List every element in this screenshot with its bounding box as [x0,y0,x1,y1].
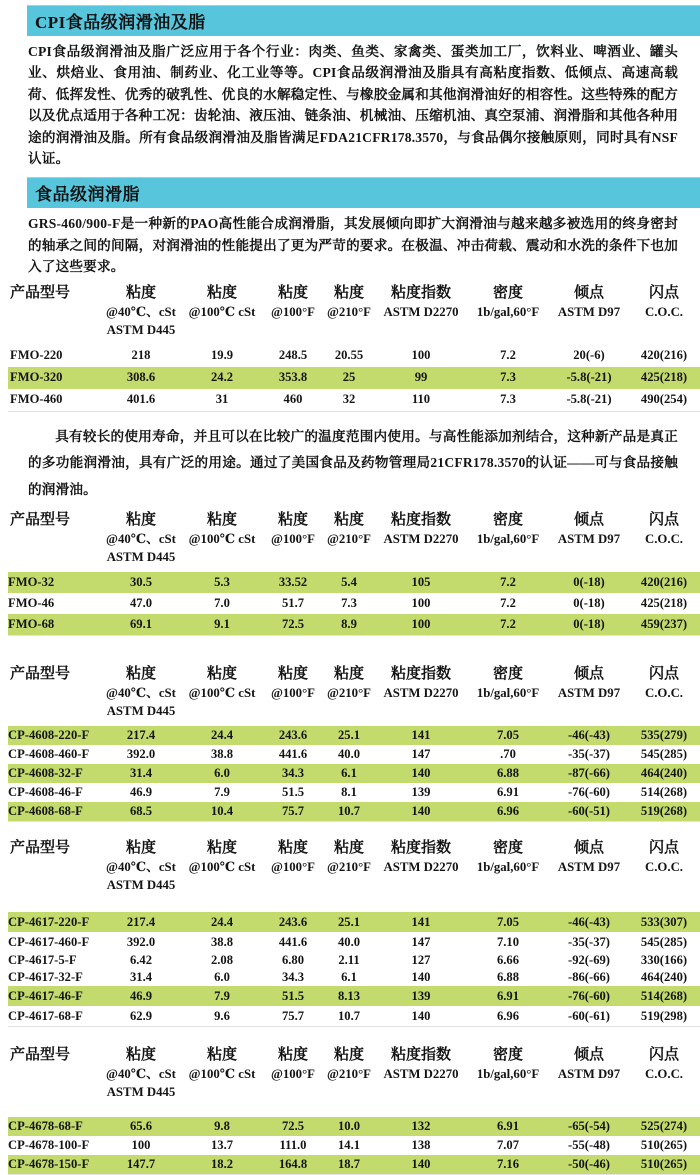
table-row-CP-4617-460-F [8,932,700,952]
cell-visc-100f: 441.6 [278,747,308,762]
cell-visc-100c: 24.4 [180,912,264,932]
cell-visc-100f: 72.5 [264,614,322,636]
product-model: CP-4608-460-F [8,747,90,762]
table-row-FMO-320 [8,367,700,389]
cell-density: 7.2 [466,614,550,636]
cell-pour-point: -76(-60) [568,785,610,800]
cell-visc-index: 105 [376,572,466,593]
product-model: CP-4678-68-F [8,1117,102,1136]
cell-visc-210f: 8.13 [322,986,376,1006]
column-header-product: 产品型号 [10,284,71,301]
table-header-row [8,836,700,912]
product-model: CP-4608-220-F [8,726,102,745]
column-header-density: 密度 1b/gal,60°F [476,840,540,875]
column-header-visc-210f: 粘度 @210°F [326,512,372,547]
cell-visc-100f: 441.6 [278,934,308,949]
cell-flash-point: 464(240) [628,764,700,783]
cell-visc-100c: 31 [215,392,229,407]
cell-flash-point: 510(265) [628,1155,700,1175]
cell-visc-100c: 24.2 [180,367,264,389]
cell-flash-point: 519(298) [640,1008,688,1023]
table-row-CP-4608-32-F [8,764,700,783]
column-header-density: 密度 1b/gal,60°F [476,284,540,319]
cell-visc-40c: 62.9 [129,1008,153,1023]
cell-pour-point: -35(-37) [568,934,610,949]
cell-density: 6.66 [496,953,520,968]
cell-density: 7.2 [466,572,550,593]
table-row-CP-4617-46-F [8,986,700,1006]
cell-visc-100c: 38.8 [210,934,234,949]
cell-visc-100c: 6.0 [214,970,230,985]
cell-visc-index: 147 [411,747,431,762]
product-model: CP-4617-460-F [8,934,90,949]
column-header-density: 密度 1b/gal,60°F [476,512,540,547]
column-header-visc-100c: 粘度 @100℃ cSt [188,840,256,875]
cell-visc-100c: 2.08 [210,953,234,968]
cell-density: 7.3 [466,367,550,389]
cell-visc-210f: 10.7 [322,802,376,822]
cell-visc-index: 99 [376,367,466,389]
column-header-visc-100f: 粘度 @100°F [270,840,316,875]
cell-flash-point: 420(216) [628,572,700,593]
cell-visc-210f: 5.4 [322,572,376,593]
product-model: CP-4678-150-F [8,1155,102,1175]
table-header-row [8,508,700,572]
cell-visc-100c: 9.8 [180,1117,264,1136]
cell-visc-100c: 7.9 [180,986,264,1006]
column-header-pour-point: 倾点 ASTM D97 [557,1047,621,1082]
column-header-flash-point: 闪点 C.O.C. [644,1047,684,1082]
cell-visc-index: 140 [376,1155,466,1175]
column-header-visc-40c: 粘度 @40℃、cSt ASTM D445 [106,666,176,719]
cell-visc-40c: 100 [131,1138,151,1153]
spec-table-fmo-heavy [8,281,700,412]
cell-flash-point: 514(268) [628,986,700,1006]
cell-visc-100f: 248.5 [278,348,308,363]
cell-pour-point: -35(-37) [568,747,610,762]
cell-visc-100c: 19.9 [210,348,234,363]
cell-flash-point: 510(265) [640,1138,688,1153]
cell-visc-40c: 217.4 [102,726,180,745]
cell-visc-210f: 10.0 [322,1117,376,1136]
column-header-visc-210f: 粘度 @210°F [326,284,372,319]
column-header-product: 产品型号 [10,840,71,857]
cell-visc-40c: 31.4 [129,970,153,985]
cell-flash-point: 330(166) [640,953,688,968]
column-header-visc-100f: 粘度 @100°F [270,284,316,319]
column-header-visc-100c: 粘度 @100℃ cSt [188,1047,256,1082]
product-model: CP-4617-68-F [8,1008,83,1023]
cell-visc-210f: 25.1 [322,912,376,932]
column-header-density: 密度 1b/gal,60°F [476,1047,540,1082]
cell-visc-100f: 164.8 [264,1155,322,1175]
cell-visc-index: 139 [376,986,466,1006]
cell-visc-40c: 46.9 [129,785,153,800]
column-header-visc-index: 粘度指数 ASTM D2270 [383,512,459,547]
cell-flash-point: 514(268) [640,785,688,800]
cell-visc-index: 132 [376,1117,466,1136]
cell-density: 7.05 [466,912,550,932]
cell-visc-100f: 34.3 [281,970,305,985]
table-header-row [8,662,700,726]
column-header-visc-100c: 粘度 @100℃ cSt [188,512,256,547]
cell-pour-point: -60(-51) [550,802,628,822]
cell-density: 7.10 [496,934,520,949]
cell-visc-index: 100 [376,614,466,636]
cell-visc-40c: 46.9 [102,986,180,1006]
product-model: CP-4608-68-F [8,802,102,822]
cell-visc-index: 100 [411,596,431,611]
cell-visc-40c: 217.4 [102,912,180,932]
cell-visc-index: 140 [376,764,466,783]
cell-visc-210f: 14.1 [337,1138,361,1153]
cell-visc-100f: 34.3 [264,764,322,783]
cell-visc-index: 140 [411,1008,431,1023]
cell-density: 7.2 [500,596,516,611]
cell-visc-100c: 6.0 [180,764,264,783]
cell-density: 7.07 [496,1138,520,1153]
cell-flash-point: 525(274) [628,1117,700,1136]
cell-flash-point: 464(240) [640,970,688,985]
spec-table-fmo-light [8,508,700,636]
product-model: FMO-460 [10,392,63,407]
cell-visc-210f: 25.1 [322,726,376,745]
column-header-visc-100f: 粘度 @100°F [270,1047,316,1082]
cell-visc-100c: 7.0 [214,596,230,611]
column-header-visc-210f: 粘度 @210°F [326,666,372,701]
cell-visc-40c: 30.5 [102,572,180,593]
cell-pour-point: -92(-69) [568,953,610,968]
column-header-pour-point: 倾点 ASTM D97 [557,840,621,875]
cell-flash-point: 425(218) [628,367,700,389]
column-header-pour-point: 倾点 ASTM D97 [557,512,621,547]
cell-pour-point: -86(-66) [568,970,610,985]
table-row-CP-4617-68-F [8,1006,700,1027]
cell-visc-100c: 7.9 [214,785,230,800]
cell-pour-point: 20(-6) [573,348,605,363]
cell-pour-point: -50(-46) [550,1155,628,1175]
cell-visc-100c: 5.3 [180,572,264,593]
product-model: CP-4678-100-F [8,1138,90,1153]
column-header-product: 产品型号 [10,512,71,529]
cell-visc-40c: 31.4 [102,764,180,783]
product-model: CP-4617-46-F [8,986,102,1006]
cell-density: 6.96 [496,1008,520,1023]
column-header-product: 产品型号 [10,1047,71,1064]
spec-table-cp-4617 [8,836,700,1027]
table-row-CP-4608-46-F [8,783,700,802]
cell-pour-point: -46(-43) [550,912,628,932]
cell-visc-index: 141 [376,726,466,745]
spec-table-cp-4678 [8,1043,700,1175]
cell-density: 6.88 [466,764,550,783]
cell-visc-40c: 308.6 [102,367,180,389]
column-header-visc-index: 粘度指数 ASTM D2270 [383,840,459,875]
product-model: FMO-320 [8,367,102,389]
cell-pour-point: 0(-18) [550,614,628,636]
cell-density: 6.88 [496,970,520,985]
spec-table-cp-4608-grid [8,662,700,822]
column-header-visc-100f: 粘度 @100°F [270,666,316,701]
cell-flash-point: 459(237) [628,614,700,636]
cell-visc-40c: 401.6 [126,392,156,407]
cell-visc-100f: 353.8 [264,367,322,389]
table-row-CP-4678-150-F [8,1155,700,1175]
column-header-visc-40c: 粘度 @40℃、cSt ASTM D445 [106,284,176,337]
column-header-visc-210f: 粘度 @210°F [326,840,372,875]
cell-density: 6.96 [466,802,550,822]
column-header-pour-point: 倾点 ASTM D97 [557,666,621,701]
cell-density: 7.16 [466,1155,550,1175]
cell-visc-index: 139 [411,785,431,800]
oils-intro-paragraph: CPI食品级润滑油及脂广泛应用于各个行业：肉类、鱼类、家禽类、蛋类加工厂，饮料业、啤酒业、罐头业、烘焙业、食用油、制药业、化工业等等。CPI食品级润滑油及脂具有高粘度指数、低倾点、高速高载荷、低挥发性、优秀的破乳性、优良的水解稳定性、与橡胶金属和其他润滑油好的相容性。这些特殊的配方以及优点适用于各种工况：齿轮油、液压油、链条油、机械油、压缩机油、真空泵浦、润滑脂和其他各种用途的润滑油及脂。所有食品级润滑油及脂皆满足FDA21CFR178.3570，与食品偶尔接触原则，同时具有NSF认证。 [28,44,678,167]
cell-visc-index: 110 [411,392,431,407]
cell-visc-100f: 111.0 [279,1138,307,1153]
grease-intro-paragraph: GRS-460/900-F是一种新的PAO高性能合成润滑脂，其发展倾向即扩大润滑油与越来越多被选用的终身密封的轴承之间的间隔，对润滑油的性能提出了更为严苛的要求。在极温、冲击荷载、震动和水洗的条件下也加入了这些要求。 [28,216,678,275]
cell-visc-100f: 51.7 [281,596,305,611]
cell-visc-100c: 9.6 [214,1008,230,1023]
cell-flash-point: 533(307) [628,912,700,932]
cell-visc-210f: 7.3 [341,596,357,611]
cell-visc-210f: 6.1 [341,970,357,985]
table-row-CP-4608-460-F [8,745,700,764]
cell-pour-point: -65(-54) [550,1117,628,1136]
column-header-flash-point: 闪点 C.O.C. [644,512,684,547]
cell-visc-210f: 8.1 [341,785,357,800]
column-header-visc-210f: 粘度 @210°F [326,1047,372,1082]
cell-visc-40c: 392.0 [126,747,156,762]
cell-visc-210f: 18.7 [322,1155,376,1175]
cell-visc-210f: 20.55 [334,348,364,363]
cell-visc-100f: 33.52 [264,572,322,593]
table-row-FMO-460 [8,389,700,412]
cell-visc-40c: 147.7 [102,1155,180,1175]
cell-visc-index: 100 [411,348,431,363]
table-row-CP-4608-68-F [8,802,700,822]
cell-density: 7.2 [500,348,516,363]
cell-pour-point: 0(-18) [550,572,628,593]
cell-visc-100c: 13.7 [210,1138,234,1153]
cell-density: 7.05 [466,726,550,745]
table-row-CP-4678-100-F [8,1136,700,1155]
cell-flash-point: 545(285) [640,747,688,762]
cell-visc-100f: 51.5 [281,785,305,800]
cell-visc-index: 140 [411,970,431,985]
table-header-row [8,281,700,345]
cell-visc-100c: 10.4 [180,802,264,822]
cell-visc-210f: 6.1 [322,764,376,783]
product-model: CP-4617-5-F [8,953,77,968]
spec-table-cp-4678-grid [8,1043,700,1175]
column-header-visc-40c: 粘度 @40℃、cSt ASTM D445 [106,1047,176,1100]
column-header-flash-point: 闪点 C.O.C. [644,284,684,319]
table-header-row [8,1043,700,1117]
cell-pour-point: -76(-60) [550,986,628,1006]
spec-table-fmo-heavy-grid [8,281,700,412]
cell-visc-40c: 65.6 [102,1117,180,1136]
cell-flash-point: 420(216) [640,348,688,363]
spec-table-cp-4608 [8,662,700,822]
cell-visc-210f: 40.0 [337,747,361,762]
cell-visc-40c: 6.42 [129,953,153,968]
product-model: FMO-46 [8,596,55,611]
cell-flash-point: 425(218) [640,596,688,611]
cell-visc-40c: 68.5 [102,802,180,822]
cell-pour-point: -46(-43) [550,726,628,745]
cell-density: 6.91 [466,986,550,1006]
spec-table-cp-4617-grid [8,836,700,1027]
table-row-CP-4608-220-F [8,726,700,745]
cell-density: 7.3 [500,392,516,407]
column-header-visc-index: 粘度指数 ASTM D2270 [383,666,459,701]
column-header-visc-100c: 粘度 @100℃ cSt [188,284,256,319]
cell-visc-index: 141 [376,912,466,932]
fmo-note-paragraph: 具有较长的使用寿命，并且可以在比较广的温度范围内使用。与高性能添加剂结合，这种新产品是真正的多功能润滑油，具有广泛的用途。通过了美国食品及药物管理局21CFR178.3570的认证——可与食品接触的润滑油。 [28,428,678,497]
cell-visc-100f: 243.6 [264,726,322,745]
cell-visc-210f: 32 [342,392,356,407]
cell-pour-point: -55(-48) [568,1138,610,1153]
column-header-pour-point: 倾点 ASTM D97 [557,284,621,319]
cell-visc-210f: 10.7 [337,1008,361,1023]
document-page [0,5,700,1175]
product-model: CP-4608-32-F [8,764,102,783]
column-header-visc-100c: 粘度 @100℃ cSt [188,666,256,701]
cell-visc-100c: 9.1 [180,614,264,636]
product-model: CP-4617-32-F [8,970,83,985]
cell-visc-40c: 47.0 [129,596,153,611]
cell-pour-point: -5.8(-21) [566,392,612,407]
cell-visc-100c: 24.4 [180,726,264,745]
product-model: FMO-32 [8,572,102,593]
cell-pour-point: -87(-66) [550,764,628,783]
cell-visc-100f: 72.5 [264,1117,322,1136]
table-row-CP-4617-220-F [8,912,700,932]
cell-visc-100f: 75.7 [281,1008,305,1023]
cell-density: 6.91 [496,785,520,800]
column-header-visc-100f: 粘度 @100°F [270,512,316,547]
product-model: FMO-220 [10,348,63,363]
column-header-product: 产品型号 [10,666,71,683]
table-row-FMO-32 [8,572,700,593]
column-header-flash-point: 闪点 C.O.C. [644,666,684,701]
cell-visc-210f: 25 [322,367,376,389]
cell-visc-100f: 75.7 [264,802,322,822]
column-header-visc-40c: 粘度 @40℃、cSt ASTM D445 [106,840,176,893]
cell-visc-index: 140 [376,802,466,822]
cell-visc-100f: 243.6 [264,912,322,932]
spec-table-fmo-light-grid [8,508,700,636]
table-row-CP-4678-68-F [8,1117,700,1136]
cell-visc-40c: 69.1 [102,614,180,636]
table-row-CP-4617-32-F [8,969,700,986]
cell-visc-100c: 38.8 [210,747,234,762]
section-title-grease [27,177,700,208]
column-header-visc-40c: 粘度 @40℃、cSt ASTM D445 [106,512,176,565]
cell-visc-index: 127 [411,953,431,968]
product-model: CP-4608-46-F [8,785,83,800]
table-row-FMO-220 [8,345,700,367]
cell-flash-point: 535(279) [628,726,700,745]
table-row-FMO-68 [8,614,700,636]
column-header-visc-index: 粘度指数 ASTM D2270 [383,1047,459,1082]
cell-density: 6.91 [466,1117,550,1136]
section-title-oils [27,5,700,36]
cell-visc-210f: 2.11 [338,953,360,968]
cell-pour-point: 0(-18) [573,596,605,611]
cell-flash-point: 519(268) [628,802,700,822]
product-model: FMO-68 [8,614,102,636]
column-header-density: 密度 1b/gal,60°F [476,666,540,701]
cell-visc-100f: 460 [283,392,303,407]
table-row-CP-4617-5-F [8,952,700,969]
cell-pour-point: -5.8(-21) [550,367,628,389]
cell-visc-40c: 218 [131,348,151,363]
cell-visc-210f: 8.9 [322,614,376,636]
cell-visc-index: 138 [411,1138,431,1153]
cell-visc-100f: 51.5 [264,986,322,1006]
column-header-visc-index: 粘度指数 ASTM D2270 [383,284,459,319]
cell-pour-point: -60(-61) [568,1008,610,1023]
cell-visc-index: 147 [411,934,431,949]
section-title-oils-label: CPI食品级润滑油及脂 [35,13,206,32]
cell-flash-point: 490(254) [640,392,688,407]
cell-visc-210f: 40.0 [337,934,361,949]
cell-visc-100f: 6.80 [281,953,305,968]
table-row-FMO-46 [8,593,700,614]
cell-flash-point: 545(285) [640,934,688,949]
cell-visc-40c: 392.0 [126,934,156,949]
section-title-grease-label: 食品级润滑脂 [35,185,140,205]
product-model: CP-4617-220-F [8,912,102,932]
column-header-flash-point: 闪点 C.O.C. [644,840,684,875]
cell-density: .70 [500,747,516,762]
cell-visc-100c: 18.2 [180,1155,264,1175]
